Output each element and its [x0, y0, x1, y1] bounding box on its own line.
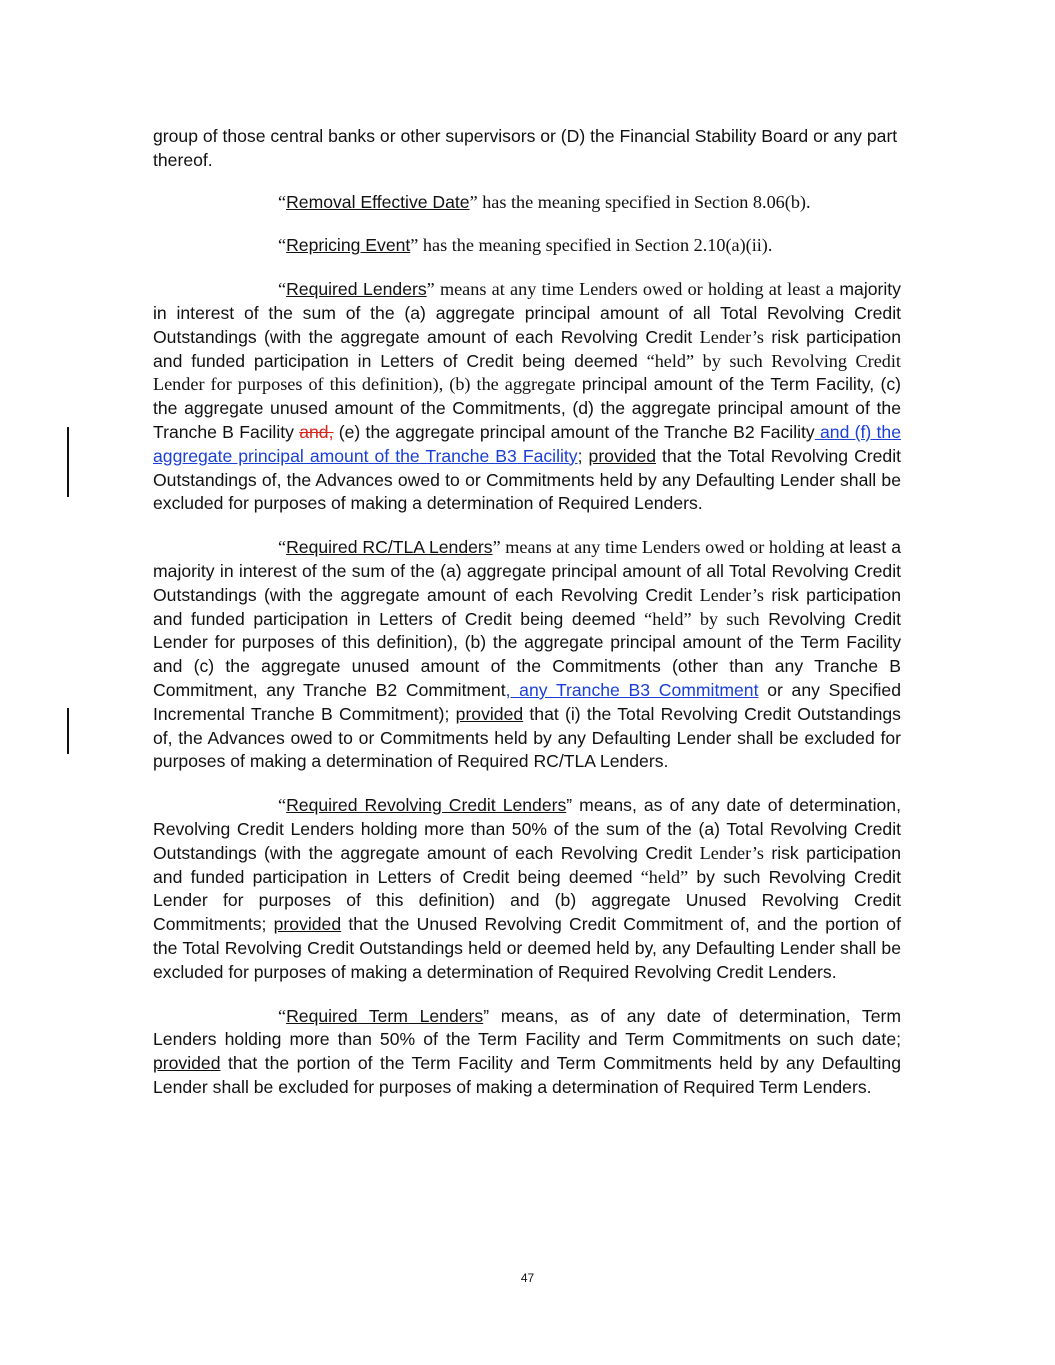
defined-term: Required RC/TLA Lenders [286, 537, 493, 558]
quote-open: “ [278, 235, 287, 256]
definition-text: ; [577, 445, 589, 466]
definition-text: “held” by such [644, 608, 760, 629]
definition-text: that the Total Revolving Credit Outstandings of, the Advances owed to or Commitments held by any Defaulting Lender shall be excluded for purposes of making a determination of Required Lenders. [153, 445, 902, 514]
definition-text: ” means, as of any date of determination, Revolving Credit Lenders holding more than 50% of the sum of the (a) Total Revolving Credit Outstandings (with the aggregate amount of each Revolving Credit [153, 795, 901, 863]
change-bar [67, 708, 69, 754]
inserted-text: , any Tranche B3 Commitment [505, 679, 759, 700]
change-bar [67, 427, 69, 497]
page-number: 47 [520, 1271, 535, 1285]
definition-required-term-lenders [153, 1005, 901, 1100]
quote-open: “ [278, 1005, 287, 1026]
provided-term: provided [455, 703, 524, 724]
defined-term: Required Term Lenders [286, 1005, 484, 1026]
intro-text: group of those central banks or other supervisors or (D) the Financial Stability Board or any part thereof. [153, 126, 898, 170]
inserted-text: and (f) the aggregate principal amount of the Tranche B3 Facility [153, 421, 901, 466]
intro-paragraph [153, 125, 901, 173]
defined-term: Repricing Event [286, 235, 411, 256]
definition-removal-effective-date [153, 191, 901, 215]
provided-term: provided [153, 1053, 221, 1074]
definition-lead: ” means at any time Lenders owed or holding at least a [426, 279, 834, 300]
quote-open: “ [278, 537, 287, 558]
quote-open: “ [278, 795, 287, 816]
definition-required-lenders [153, 278, 901, 516]
definition-text: or any Specified Incremental Tranche B Commitment); [153, 679, 901, 724]
definition-text: majority in interest of the sum of the (a) aggregate principal amount of all Total Revolving Credit Outstandings (with the aggregate amount of each Revolving Credit [153, 279, 901, 347]
quote-open: “ [278, 279, 287, 300]
definition-repricing-event [153, 234, 901, 258]
definition-lead: ” means at any time Lenders owed or holding [492, 537, 825, 558]
definition-text: Lender’s [699, 584, 764, 605]
definition-text: Lender’s [699, 842, 764, 863]
definition-text: ” has the meaning specified in Section 8.06(b). [469, 191, 811, 212]
definition-text: (e) the aggregate principal amount of the Tranche B2 Facility [333, 421, 815, 442]
deleted-text: and, [299, 421, 334, 442]
definition-text: “held” [640, 866, 689, 887]
defined-term: Removal Effective Date [286, 191, 470, 212]
definition-text: at least a majority in interest of the sum of the (a) aggregate principal amount of all Total Revolving Credit Outstandings (with the aggregate amount of each Revolving Credit [153, 537, 901, 605]
document-page [153, 125, 901, 1120]
definition-required-revolving-credit-lenders [153, 794, 901, 984]
definition-text: Revolving Credit Lender for purposes of this definition), (b) the aggregate principal amount of the Term Facility and (c) the aggregate unused amount of the Commitments (other than any Tranche B Commitment, any Tranche B2 Commitment [153, 608, 902, 700]
definition-text: risk participation and funded participation in Letters of Credit being deemed [153, 584, 901, 629]
provided-term: provided [588, 445, 657, 466]
defined-term: Required Revolving Credit Lenders [286, 795, 567, 816]
definition-text: risk participation and funded participation in Letters of Credit being deemed [153, 326, 901, 371]
definition-required-rc-tla-lenders [153, 536, 901, 774]
definition-text: principal amount of the Term Facility, (c) the aggregate unused amount of the Commitments, (d) the aggregate principal amount of the Tranche B Facility [153, 374, 901, 442]
definition-text: ” means, as of any date of determination, Term Lenders holding more than 50% of the Term Facility and Term Commitments on such date; [153, 1005, 902, 1050]
defined-term: Required Lenders [286, 279, 427, 300]
definition-text: that (i) the Total Revolving Credit Outstandings of, the Advances owed to or Commitments held by any Defaulting Lender shall be excluded for purposes of making a determination of Required RC/TLA Lenders. [153, 703, 901, 772]
definition-text: that the portion of the Term Facility and Term Commitments held by any Defaulting Lender shall be excluded for purposes of making a determination of Required Term Lenders. [153, 1053, 901, 1097]
quote-open: “ [278, 191, 287, 212]
definition-text: “held” by such Revolving Credit Lender for purposes of this definition), (b) the aggregate [153, 350, 901, 395]
definition-text: by such Revolving Credit Lender for purposes of this definition) and (b) aggregate Unused Revolving Credit Commitments; [153, 866, 901, 935]
provided-term: provided [273, 914, 342, 935]
definition-text: ” has the meaning specified in Section 2.10(a)(ii). [410, 235, 773, 256]
definition-text: Lender’s [699, 326, 764, 347]
definition-text: risk participation and funded participation in Letters of Credit being deemed [153, 842, 901, 887]
definition-text: that the Unused Revolving Credit Commitment of, and the portion of the Total Revolving Credit Outstandings held or deemed held by, any Defaulting Lender shall be excluded for purposes of making a determination of Required Revolving Credit Lenders. [153, 914, 901, 982]
